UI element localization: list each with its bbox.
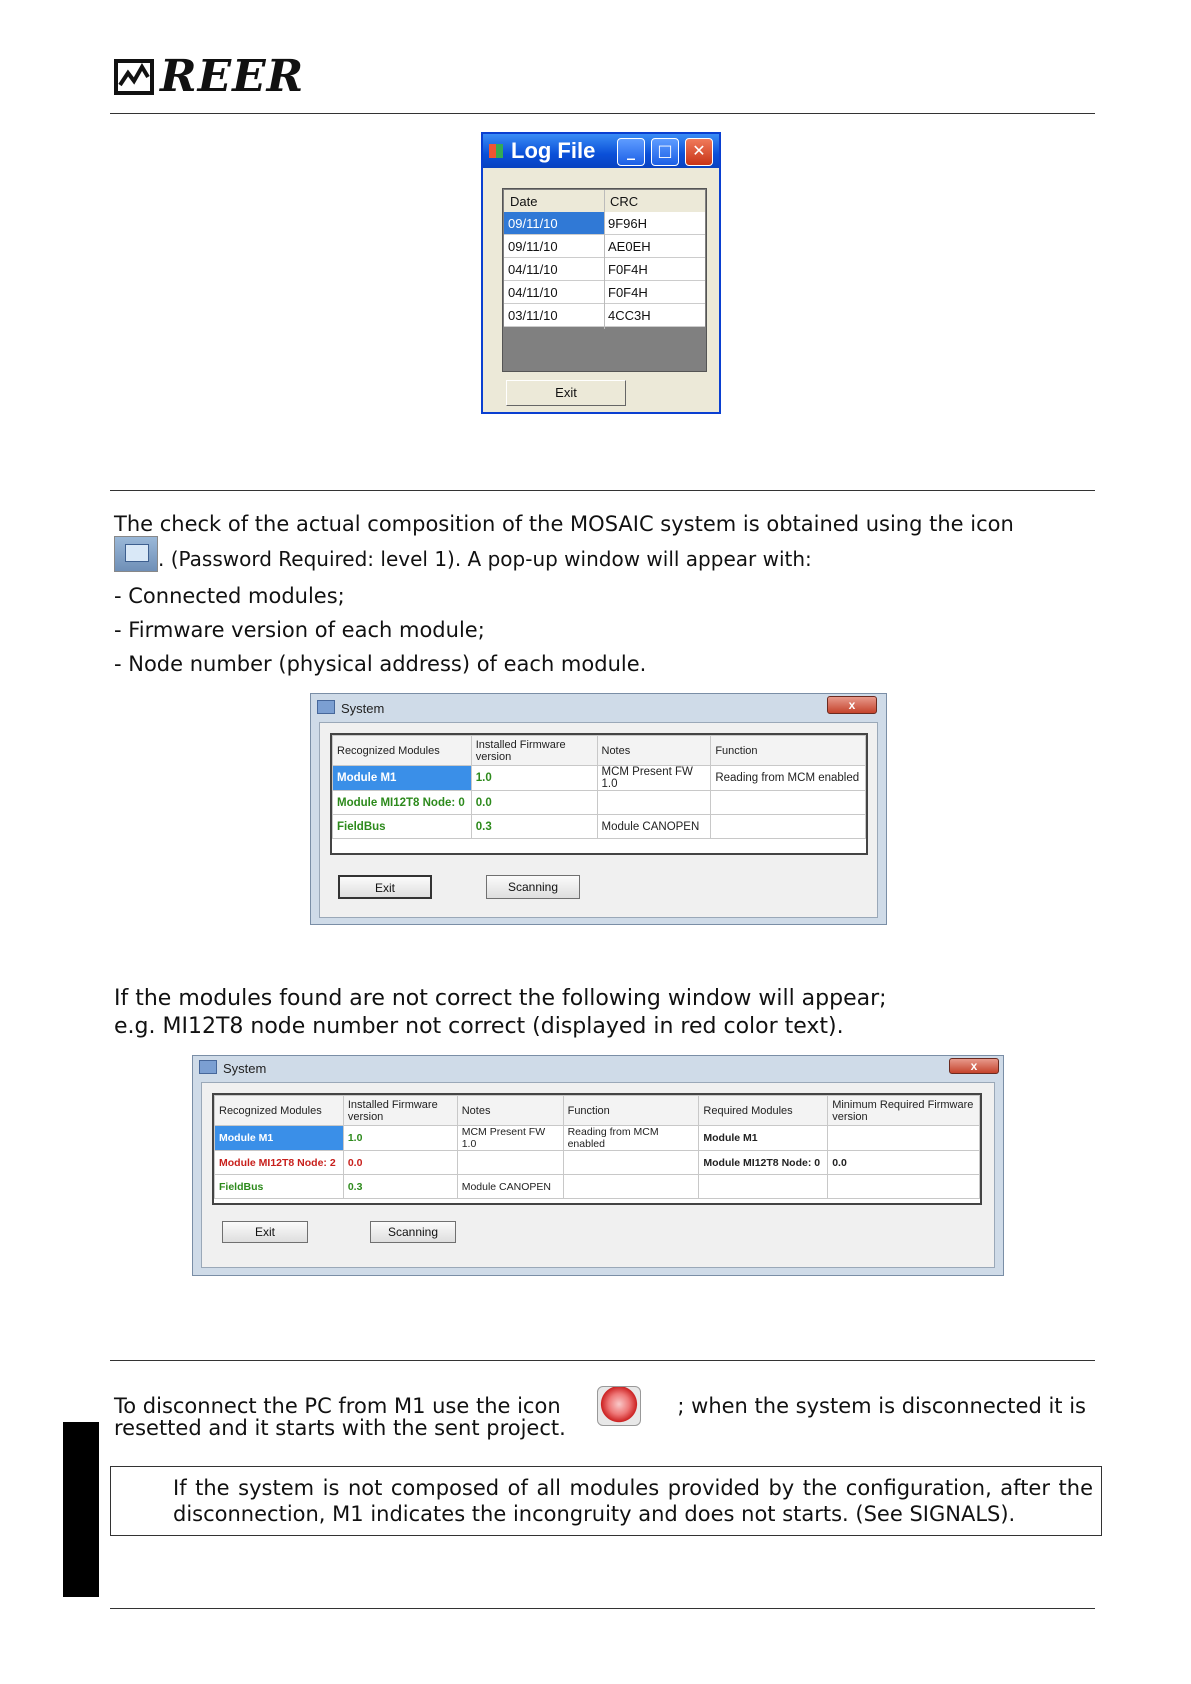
row-date: 03/11/10	[508, 308, 558, 323]
notes-cell	[597, 791, 711, 815]
reer-logo	[114, 51, 305, 102]
dialog-body	[319, 722, 878, 918]
minimize-icon[interactable]: _	[617, 138, 645, 166]
function-cell: Reading from MCM enabled	[563, 1126, 699, 1151]
modules-grid	[212, 1093, 982, 1205]
section-divider	[110, 1360, 1095, 1361]
row-date: 04/11/10	[508, 285, 558, 300]
column-header[interactable]: Recognized Modules	[215, 1096, 344, 1126]
log-file-window	[481, 132, 721, 414]
required-module-cell: Module M1	[699, 1126, 828, 1151]
module-cell: Module MI12T8 Node: 2	[215, 1151, 344, 1175]
column-header[interactable]: Notes	[457, 1096, 563, 1126]
section2-line2: e.g. MI12T8 node number not correct (displayed in red color text).	[114, 1014, 844, 1039]
log-window-titlebar	[483, 134, 719, 168]
section3-part1: To disconnect the PC from M1 use the icon	[114, 1394, 561, 1418]
column-header-date[interactable]: Date	[510, 194, 538, 209]
row-date: 09/11/10	[508, 216, 558, 231]
section1-line2	[114, 536, 812, 573]
header-divider	[110, 113, 1095, 114]
row-date: 04/11/10	[508, 262, 558, 277]
note-text: If the system is not composed of all modules provided by the configuration, after the disconnection, M1 indicates the incongruity and does not starts. (See SIGNALS).	[173, 1476, 1093, 1526]
column-header[interactable]: Function	[711, 736, 866, 766]
section2-line1: If the modules found are not correct the following window will appear;	[114, 986, 887, 1011]
table-row[interactable]	[215, 1175, 980, 1199]
notes-cell: Module CANOPEN	[457, 1175, 563, 1199]
system-icon	[199, 1060, 217, 1074]
required-module-cell: Module MI12T8 Node: 0	[699, 1151, 828, 1175]
system-monitor-icon	[114, 536, 158, 572]
min-firmware-cell: 0.0	[828, 1151, 980, 1175]
section-divider	[110, 490, 1095, 491]
table-row[interactable]	[333, 815, 866, 839]
dialog-body	[201, 1082, 995, 1268]
module-cell: Module MI12T8 Node: 0	[333, 791, 472, 815]
module-cell: Module M1	[215, 1126, 344, 1151]
system-dialog-title	[199, 1058, 266, 1080]
system-dialog-title	[317, 698, 384, 720]
firmware-cell: 0.0	[343, 1151, 457, 1175]
system-icon	[317, 700, 335, 714]
footer-divider	[110, 1608, 1095, 1609]
row-date: 09/11/10	[508, 239, 558, 254]
column-header[interactable]: Installed Firmware version	[343, 1096, 457, 1126]
exit-button[interactable]: Exit	[338, 875, 432, 899]
close-button[interactable]: x	[827, 696, 877, 714]
column-header[interactable]: Notes	[597, 736, 711, 766]
log-grid	[502, 188, 707, 372]
min-firmware-cell	[828, 1175, 980, 1199]
notes-cell: Module CANOPEN	[597, 815, 711, 839]
bullet-item: - Connected modules;	[114, 584, 345, 608]
function-cell: Reading from MCM enabled	[711, 766, 866, 791]
maximize-icon[interactable]: □	[651, 138, 679, 166]
bullet-item: - Node number (physical address) of each module.	[114, 652, 647, 676]
dialog-title-text: System	[341, 701, 385, 716]
firmware-cell: 0.0	[471, 791, 597, 815]
notes-cell	[457, 1151, 563, 1175]
disconnect-icon	[597, 1386, 641, 1426]
section1-line2-text: . (Password Required: level 1). A pop-up window will appear with:	[158, 547, 812, 571]
firmware-cell: 0.3	[343, 1175, 457, 1199]
section1-line1: The check of the actual composition of the MOSAIC system is obtained using the icon	[114, 512, 1014, 536]
row-crc: F0F4H	[608, 285, 648, 300]
section3-line2: resetted and it starts with the sent project.	[114, 1416, 566, 1440]
required-module-cell	[699, 1175, 828, 1199]
system-dialog	[310, 693, 887, 925]
function-cell	[563, 1151, 699, 1175]
module-cell: Module M1	[333, 766, 472, 791]
function-cell	[711, 791, 866, 815]
dialog-title-text: System	[223, 1061, 267, 1076]
modules-grid	[330, 733, 868, 855]
app-icon	[489, 144, 503, 158]
close-button[interactable]: x	[949, 1058, 999, 1074]
firmware-cell: 1.0	[343, 1126, 457, 1151]
section3-part2: ; when the system is disconnected it is	[677, 1394, 1086, 1418]
modules-table	[214, 1095, 980, 1199]
note-box	[110, 1466, 1102, 1536]
exit-button[interactable]: Exit	[222, 1221, 308, 1243]
column-header[interactable]: Installed Firmware version	[471, 736, 597, 766]
table-header-row	[333, 736, 866, 766]
table-row[interactable]	[333, 791, 866, 815]
modules-table	[332, 735, 866, 839]
function-cell	[563, 1175, 699, 1199]
table-row[interactable]	[215, 1126, 980, 1151]
row-crc: F0F4H	[608, 262, 648, 277]
column-header[interactable]: Required Modules	[699, 1096, 828, 1126]
column-separator	[604, 190, 605, 329]
table-row[interactable]	[215, 1151, 980, 1175]
function-cell	[711, 815, 866, 839]
exit-button[interactable]: Exit	[506, 380, 626, 406]
row-crc: 4CC3H	[608, 308, 651, 323]
notes-cell: MCM Present FW 1.0	[457, 1126, 563, 1151]
column-header-crc[interactable]: CRC	[610, 194, 639, 209]
firmware-cell: 1.0	[471, 766, 597, 791]
module-cell: FieldBus	[215, 1175, 344, 1199]
firmware-cell: 0.3	[471, 815, 597, 839]
table-header-row	[215, 1096, 980, 1126]
system-dialog-error	[192, 1055, 1004, 1276]
column-header[interactable]: Function	[563, 1096, 699, 1126]
row-crc: AE0EH	[608, 239, 651, 254]
module-cell: FieldBus	[333, 815, 472, 839]
side-tab-marker	[63, 1422, 99, 1597]
notes-cell: MCM Present FW 1.0	[597, 766, 711, 791]
table-row[interactable]	[333, 766, 866, 791]
column-header[interactable]: Minimum Required Firmware version	[828, 1096, 980, 1126]
scanning-button[interactable]: Scanning	[486, 875, 580, 899]
column-header[interactable]: Recognized Modules	[333, 736, 472, 766]
log-window-title: Log File	[511, 138, 596, 163]
min-firmware-cell	[828, 1126, 980, 1151]
bullet-item: - Firmware version of each module;	[114, 618, 485, 642]
logo-text: REER	[160, 51, 305, 102]
scanning-button[interactable]: Scanning	[370, 1221, 456, 1243]
row-crc: 9F96H	[608, 216, 648, 231]
close-icon[interactable]: ✕	[685, 138, 713, 166]
logo-mark-icon	[114, 59, 154, 95]
